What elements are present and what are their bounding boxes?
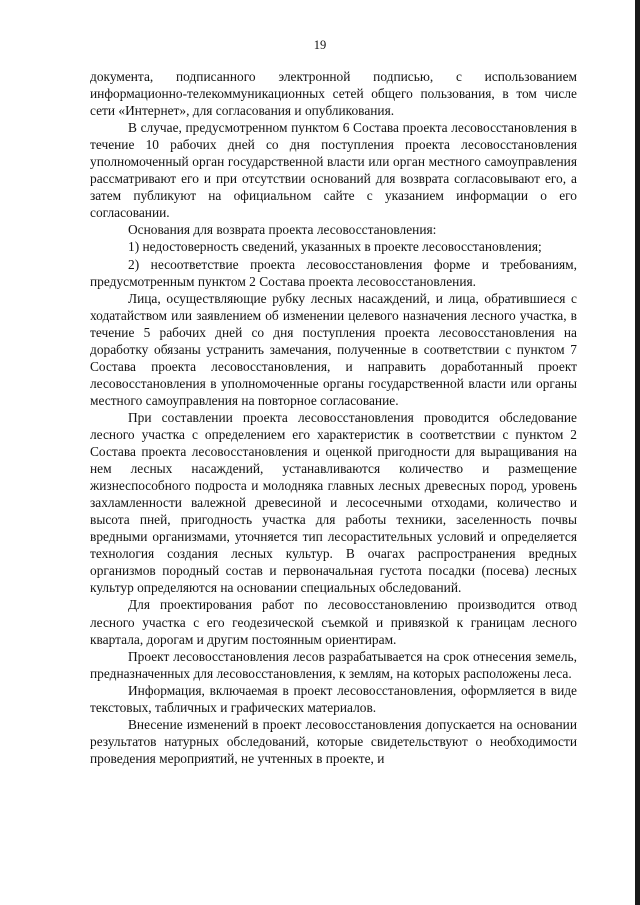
paragraph-return-ground-2: 2) несоответствие проекта лесовосстановления форме и требованиям, предусмотренным пунктом 2 Состава проекта лесовосстановления.: [90, 256, 577, 289]
paragraph-continuation: документа, подписанного электронной подписью, с использованием информационно-телекоммуникационных сетей общего пользования, в том числе сети «Интернет», для согласования и опубликования.: [90, 69, 577, 119]
paragraph-project-materials: Информация, включаемая в проект лесовосстановления, оформляется в виде текстовых, табличных и графических материалов.: [90, 682, 577, 715]
paragraph-project-term: Проект лесовосстановления лесов разрабатывается на срок отнесения земель, предназначенных для лесовосстановления, к землям, на которых расположены леса.: [90, 648, 577, 681]
scan-edge-border: [635, 0, 640, 905]
paragraph-plot-allocation: Для проектирования работ по лесовосстановлению производится отвод лесного участка с его геодезической съемкой и привязкой к границам лесного квартала, дорогам и другим постоянным ориентирам.: [90, 597, 577, 647]
paragraph-approval-procedure: В случае, предусмотренном пунктом 6 Состава проекта лесовосстановления в течение 10 рабочих дней со дня поступления проекта лесовосстановления уполномоченный орган государственной власти или орган местного самоуправления рассматривают его и при отсутствии оснований для возврата согласовывают его, а затем публикуют на официальном сайте с указанием информации о его согласовании.: [90, 120, 577, 221]
paragraph-site-survey: При составлении проекта лесовосстановления проводится обследование лесного участка с определением его характеристик в соответствии с пунктом 2 Состава проекта лесовосстановления и оценкой пригодности для выращивания на нем лесных насаждений, устанавливаются количество и размещение жизнеспособного подроста и молодняка главных лесных древесных пород, уровень захламленности валежной древесиной и лесосечными отходами, количество и высота пней, пригодность участка для работы техники, заселенность почвы вредными организмами, уточняется тип лесорастительных условий и определяется технология создания лесных культур. В очагах распространения вредных организмов породный состав и первоначальная густота посадки (посева) лесных культур определяются на основании специальных обследований.: [90, 409, 577, 596]
page-body: [90, 68, 577, 767]
paragraph-revision-obligation: Лица, осуществляющие рубку лесных насаждений, и лица, обратившиеся с ходатайством или заявлением об изменении целевого назначения лесного участка, в течение 5 рабочих дней со дня поступления проекта лесовосстановления на доработку обязаны устранить замечания, полученные в соответствии с пунктом 7 Состава проекта лесовосстановления, и направить доработанный проект лесовосстановления в уполномоченные органы государственной власти или органы местного самоуправления на повторное согласование.: [90, 290, 577, 408]
paragraph-return-ground-1: 1) недостоверность сведений, указанных в проекте лесовосстановления;: [128, 239, 542, 255]
paragraph-return-grounds-heading: Основания для возврата проекта лесовосстановления:: [128, 222, 437, 238]
page-number: 19: [313, 38, 327, 52]
paragraph-project-amendments: Внесение изменений в проект лесовосстановления допускается на основании результатов натурных обследований, которые свидетельствуют о необходимости проведения мероприятий, не учтенных в проекте, и: [90, 716, 577, 766]
